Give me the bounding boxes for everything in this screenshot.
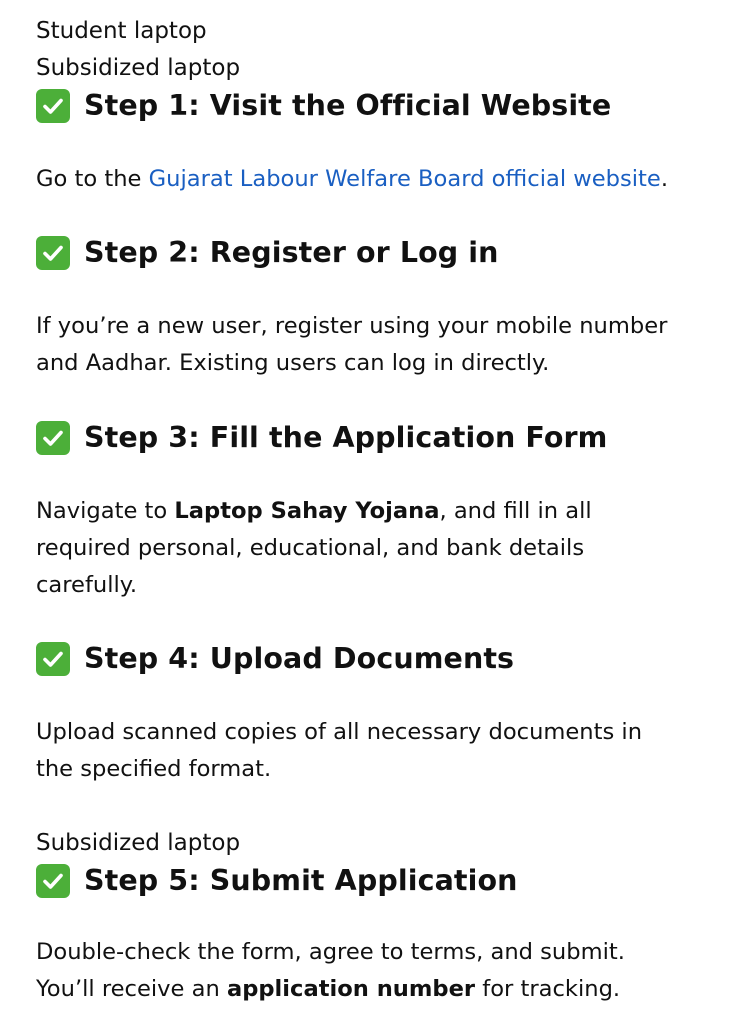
check-mark-button-icon bbox=[36, 89, 70, 123]
step-4-line-2: the specified format. bbox=[36, 756, 272, 782]
step-3-line-1 bbox=[36, 493, 592, 530]
step-5-line-1: Double-check the form, agree to terms, and submit. bbox=[36, 939, 625, 965]
step-2-line-1: If you’re a new user, register using your mobile number bbox=[36, 313, 668, 339]
check-mark-button-icon bbox=[36, 421, 70, 455]
step-1-period: . bbox=[660, 166, 668, 192]
step-4-heading bbox=[36, 639, 514, 679]
step-3-line-1-rest: , and fill in all bbox=[439, 498, 592, 524]
step-4-line-1: Upload scanned copies of all necessary documents in bbox=[36, 719, 643, 745]
step-2-title: Step 2: Register or Log in bbox=[84, 236, 499, 269]
step-3-line-3: carefully. bbox=[36, 572, 138, 598]
step-5-line-2-text: You’ll receive an bbox=[36, 976, 227, 1002]
step-5-line-2 bbox=[36, 971, 625, 1008]
step-1-heading bbox=[36, 86, 611, 126]
laptop-sahay-yojana-text: Laptop Sahay Yojana bbox=[174, 498, 440, 524]
step-1-text: Go to the bbox=[36, 166, 149, 192]
step-5-heading bbox=[36, 861, 518, 901]
step-2-paragraph bbox=[36, 308, 667, 382]
step-3-heading bbox=[36, 418, 607, 458]
step-3-line-1-text: Navigate to bbox=[36, 498, 175, 524]
step-4-paragraph bbox=[36, 714, 642, 788]
subsidized-laptop-label: Subsidized laptop bbox=[36, 830, 241, 856]
step-5-paragraph bbox=[36, 934, 625, 1008]
step-1-title: Step 1: Visit the Official Website bbox=[84, 89, 612, 122]
check-mark-button-icon bbox=[36, 236, 70, 270]
step-4-title: Step 4: Upload Documents bbox=[84, 642, 515, 675]
step-3-title: Step 3: Fill the Application Form bbox=[84, 421, 608, 454]
step-3-line-2: required personal, educational, and bank details bbox=[36, 535, 585, 561]
official-website-link[interactable]: Gujarat Labour Welfare Board official website bbox=[148, 166, 661, 192]
step-3-paragraph bbox=[36, 493, 592, 604]
step-5-line-2-rest: for tracking. bbox=[475, 976, 621, 1002]
step-2-heading bbox=[36, 233, 499, 273]
step-5-title: Step 5: Submit Application bbox=[84, 864, 518, 897]
step-1-paragraph bbox=[36, 161, 668, 198]
subsidized-laptop-label: Subsidized laptop bbox=[36, 55, 241, 81]
check-mark-button-icon bbox=[36, 864, 70, 898]
student-laptop-label: Student laptop bbox=[36, 18, 207, 44]
application-number-text: application number bbox=[226, 976, 476, 1002]
check-mark-button-icon bbox=[36, 642, 70, 676]
step-2-line-2: and Aadhar. Existing users can log in directly. bbox=[36, 350, 550, 376]
